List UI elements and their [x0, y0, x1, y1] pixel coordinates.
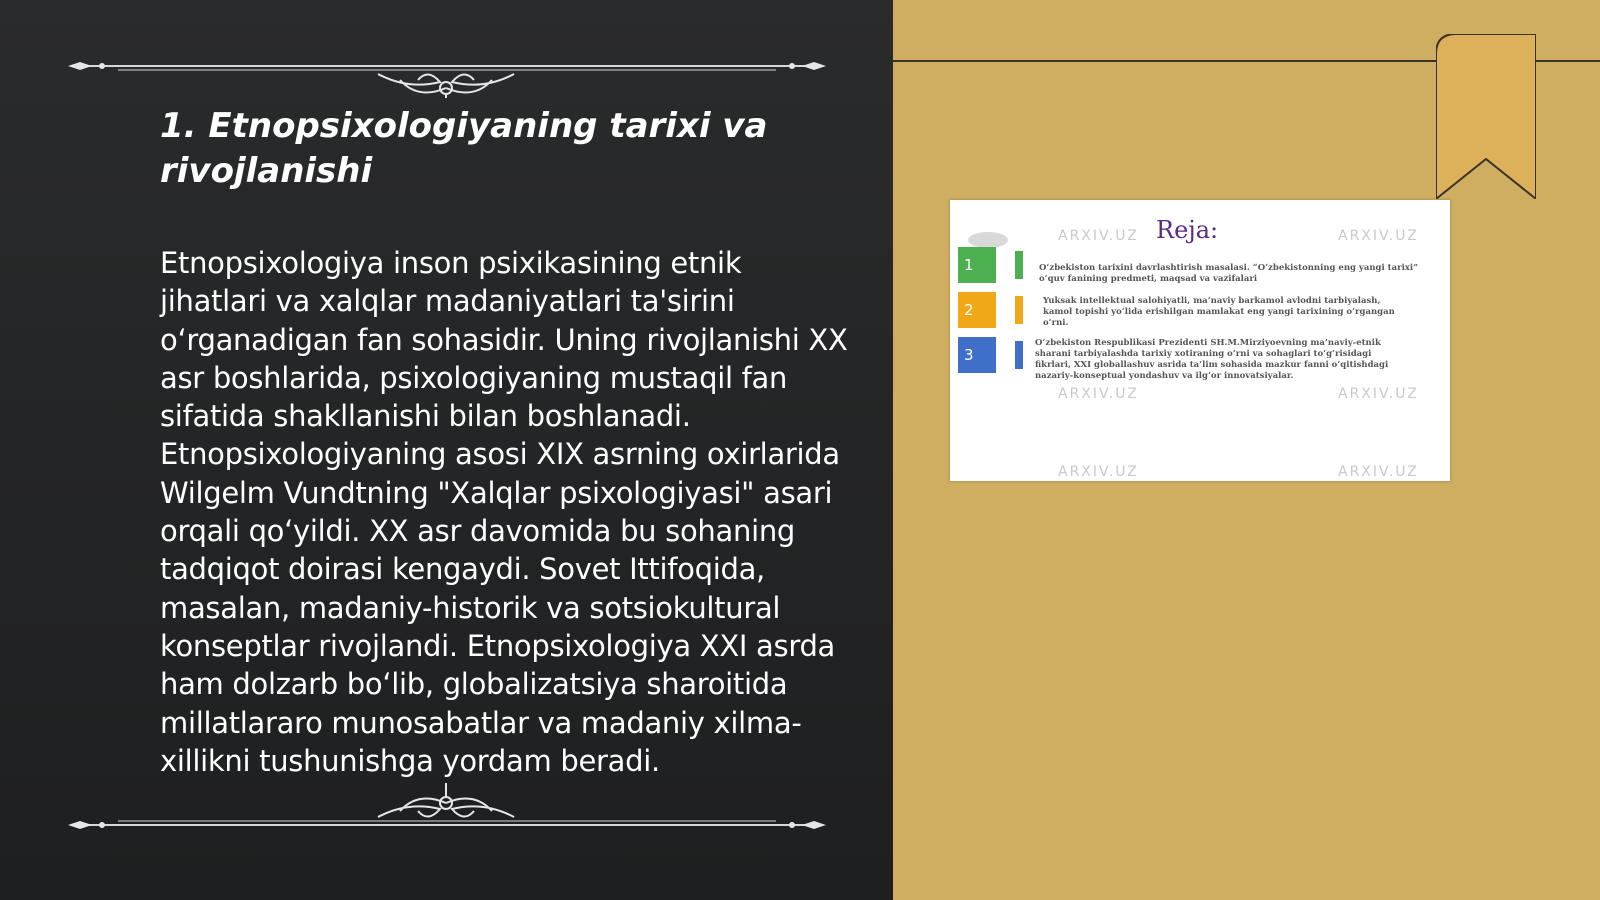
- stack-top-icon: [968, 232, 1008, 248]
- watermark-text: ARXIV.UZ: [1338, 464, 1419, 480]
- item-color-bar: [1015, 341, 1023, 369]
- item-number-badge: 1: [958, 247, 996, 283]
- thumbnail-title: Reja:: [1156, 216, 1219, 244]
- bottom-ornament-divider: [68, 780, 826, 840]
- watermark-text: ARXIV.UZ: [1058, 386, 1139, 402]
- bookmark-ribbon-icon: [1436, 34, 1536, 199]
- item-number-badge: 3: [958, 337, 996, 373]
- watermark-text: ARXIV.UZ: [1058, 464, 1139, 480]
- item-number-badge: 2: [958, 292, 996, 328]
- item-text: Yuksak intellektual salohiyatli, ma’naviy barkamol avlodni tarbiyalash, kamol topishi yo‘lida erishilgan mamlakat eng yangi tarixining o‘rgangan o‘rni.: [1043, 296, 1395, 328]
- slide-body-text: Etnopsixologiya inson psixikasining etnik jihatlari va xalqlar madaniyatlari ta'sirini o‘rganadigan fan sohasidir. Uning rivojlanishi XX asr boshlarida, psixologiyaning mustaqil fan sifatida shakllanishi bilan boshlanadi. Etnopsixologiyaning asosi XIX asrning oxirlarida Wilgelm Vundtning "Xalqlar psixologiyasi" asari orqali qo‘yildi. XX asr davomida bu sohaning tadqiqot doirasi kengaydi. Sovet Ittifoqida, masalan, madaniy-historik va sotsiokultural konseptlar rivojlandi. Etnopsixologiya XXI asrda ham dolzarb bo‘lib, globalizatsiya sharoitida millatlararo munosabatlar va madaniy xilma-xillikni tushunishga yordam beradi.: [160, 246, 848, 778]
- watermark-text: ARXIV.UZ: [1338, 386, 1419, 402]
- item-color-bar: [1015, 251, 1023, 279]
- watermark-text: ARXIV.UZ: [1338, 228, 1419, 244]
- top-ornament-divider: [68, 38, 826, 98]
- watermark-text: ARXIV.UZ: [1058, 228, 1139, 244]
- item-text: O‘zbekiston Respublikasi Prezidenti SH.M.Mirziyoevning ma’naviy-etnik sharani tarbiyalashda tarixiy xotiraning o‘rni va sohaglari to‘g‘risidagi fikrlari, XXI globallashuv asrida ta’lim sohasida mazkur fanni o‘qitishdagi nazariy-konseptual yondashuv va ilg‘or innovatsiyalar.: [1035, 338, 1389, 381]
- reja-slide-thumbnail: [950, 200, 1450, 481]
- slide-title: 1. Etnopsixologiyaning tarixi va rivojlanishi: [160, 106, 768, 191]
- item-text: O‘zbekiston tarixini davrlashtirish masalasi. “O‘zbekistonning eng yangi tarixi” o‘quv fanining predmeti, maqsad va vazifalari: [1039, 263, 1418, 284]
- item-color-bar: [1015, 296, 1023, 324]
